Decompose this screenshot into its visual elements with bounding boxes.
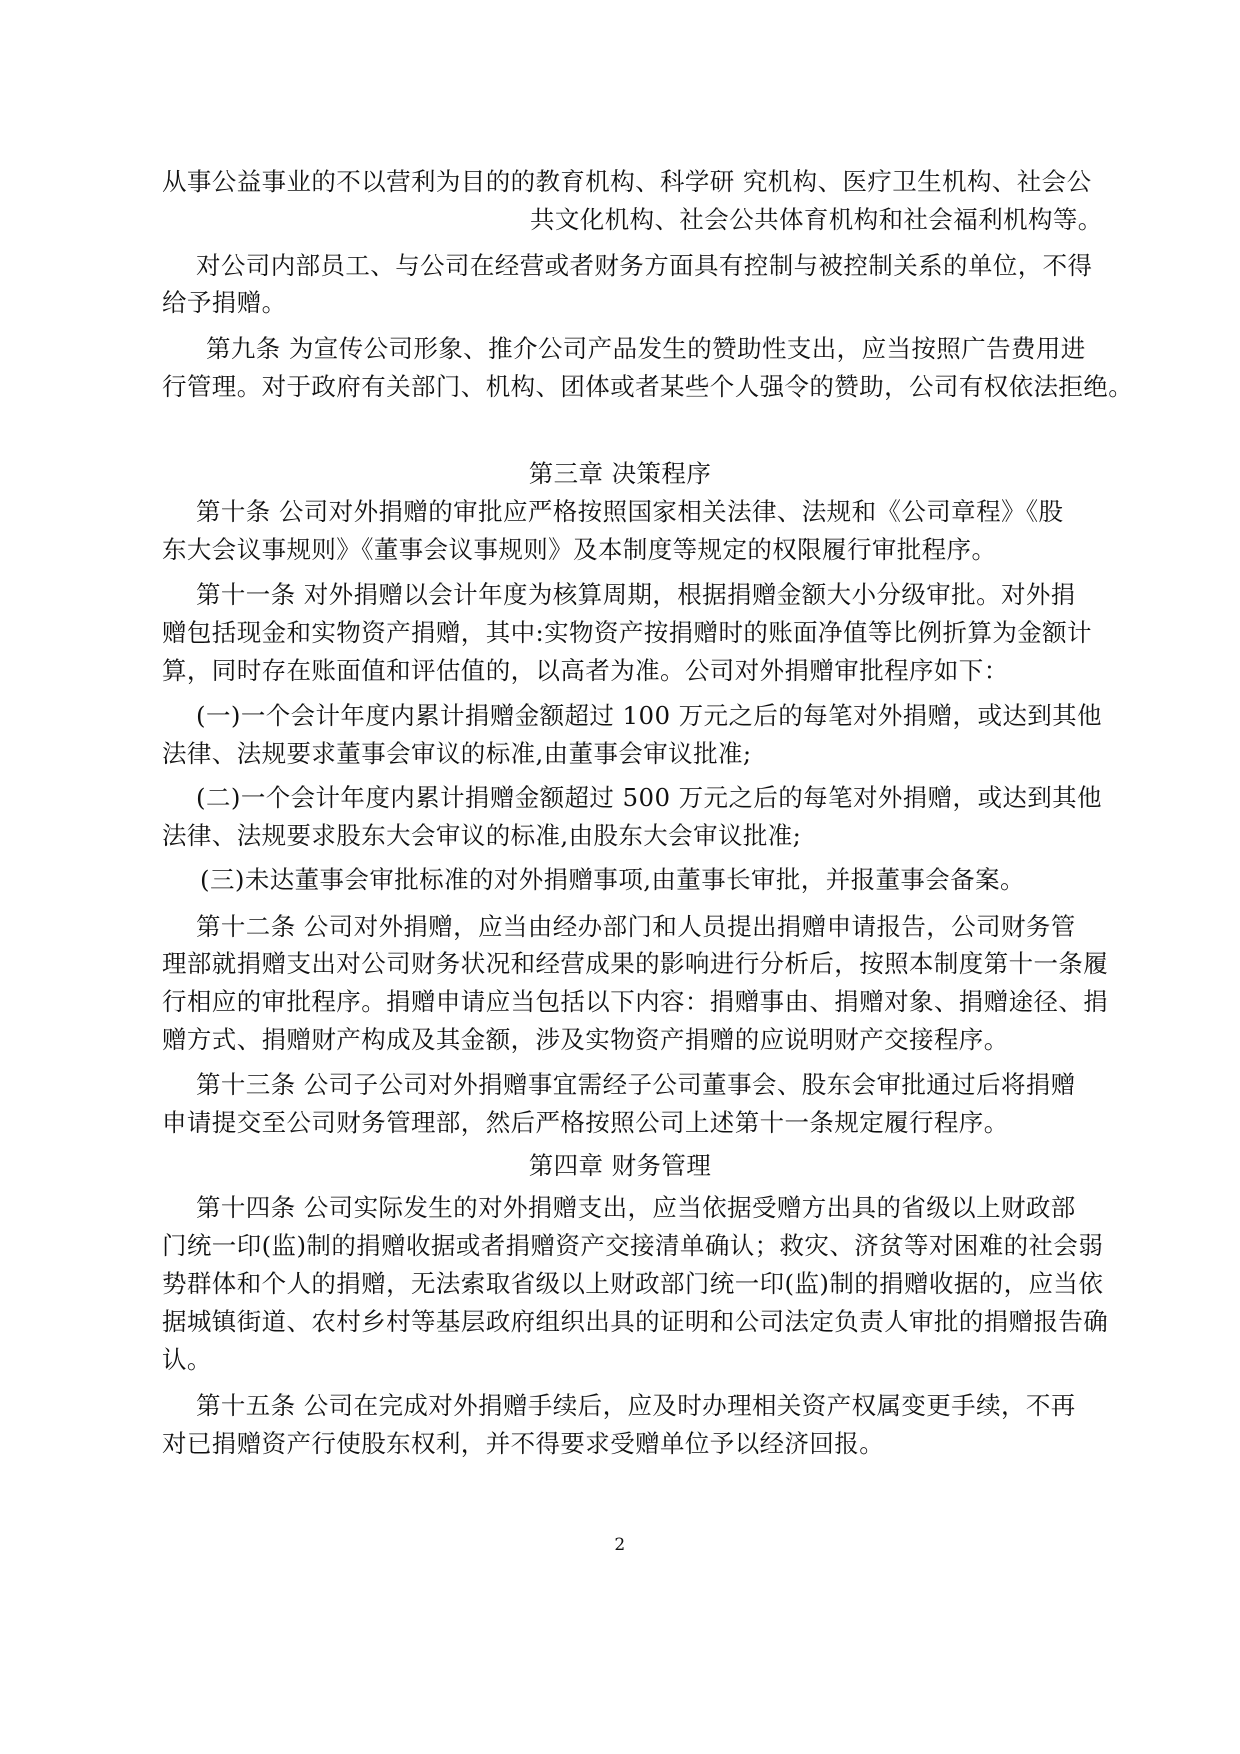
text-line: 理部就捐赠支出对公司财务状况和经营成果的影响进行分析后，按照本制度第十一条履 [162, 949, 1109, 978]
text-line: 对已捐赠资产行使股东权利，并不得要求受赠单位予以经济回报。 [162, 1429, 885, 1458]
text-line: (二)一个会计年度内累计捐赠金额超过 500 万元之后的每笔对外捐赠，或达到其他 [196, 783, 1102, 812]
text-line: 行相应的审批程序。捐赠申请应当包括以下内容：捐赠事由、捐赠对象、捐赠途径、捐 [162, 987, 1109, 1016]
text-line: 对公司内部员工、与公司在经营或者财务方面具有控制与被控制关系的单位，不得 [196, 251, 1093, 280]
text-line: 第十三条 公司子公司对外捐赠事宜需经子公司董事会、股东会审批通过后将捐赠 [196, 1070, 1076, 1099]
text-line: (三)未达董事会审批标准的对外捐赠事项,由董事长审批，并报董事会备案。 [200, 865, 1025, 894]
text-line: 共文化机构、社会公共体育机构和社会福利机构等。 [530, 205, 1103, 234]
text-line: 赠方式、捐赠财产构成及其金额，涉及实物资产捐赠的应说明财产交接程序。 [162, 1025, 1009, 1054]
text-line: 赠包括现金和实物资产捐赠，其中:实物资产按捐赠时的账面净值等比例折算为金额计 [162, 618, 1092, 647]
chapter-4-heading: 第四章 财务管理 [528, 1151, 712, 1180]
text-line: 法律、法规要求董事会审议的标准,由董事会审议批准; [162, 739, 752, 768]
text-line: 据城镇街道、农村乡村等基层政府组织出具的证明和公司法定负责人审批的捐赠报告确 [162, 1307, 1109, 1336]
text-line: 申请提交至公司财务管理部，然后严格按照公司上述第十一条规定履行程序。 [162, 1108, 1009, 1137]
text-line: 势群体和个人的捐赠，无法索取省级以上财政部门统一印(监)制的捐赠收据的，应当依 [162, 1269, 1104, 1298]
text-line: 第十四条 公司实际发生的对外捐赠支出，应当依据受赠方出具的省级以上财政部 [196, 1193, 1076, 1222]
text-line: 第九条 为宣传公司形象、推介公司产品发生的赞助性支出，应当按照广告费用进 [206, 334, 1086, 363]
text-line: 第十二条 公司对外捐赠，应当由经办部门和人员提出捐赠申请报告，公司财务管 [196, 912, 1076, 941]
text-line: 法律、法规要求股东大会审议的标准,由股东大会审议批准; [162, 821, 802, 850]
page-number: 2 [614, 1535, 626, 1555]
text-line: 东大会议事规则》《董事会议事规则》及本制度等规定的权限履行审批程序。 [162, 535, 997, 564]
chapter-3-heading: 第三章 决策程序 [528, 459, 712, 488]
text-line: 第十一条 对外捐赠以会计年度为核算周期，根据捐赠金额大小分级审批。对外捐 [196, 580, 1076, 609]
text-line: 算，同时存在账面值和评估值的，以高者为准。公司对外捐赠审批程序如下： [162, 656, 1009, 685]
text-line: 门统一印(监)制的捐赠收据或者捐赠资产交接清单确认；救灾、济贫等对困难的社会弱 [162, 1231, 1104, 1260]
text-line: 行管理。对于政府有关部门、机构、团体或者某些个人强令的赞助，公司有权依法拒绝。 [162, 372, 1134, 401]
text-line: 从事公益事业的不以营利为目的的教育机构、科学研 究机构、医疗卫生机构、社会公 [162, 167, 1092, 196]
text-line: (一)一个会计年度内累计捐赠金额超过 100 万元之后的每笔对外捐赠，或达到其他 [196, 701, 1102, 730]
text-line: 认。 [162, 1345, 212, 1374]
text-line: 第十条 公司对外捐赠的审批应严格按照国家相关法律、法规和《公司章程》《股 [196, 497, 1064, 526]
text-line: 给予捐赠。 [162, 288, 287, 317]
text-line: 第十五条 公司在完成对外捐赠手续后，应及时办理相关资产权属变更手续，不再 [196, 1391, 1076, 1420]
